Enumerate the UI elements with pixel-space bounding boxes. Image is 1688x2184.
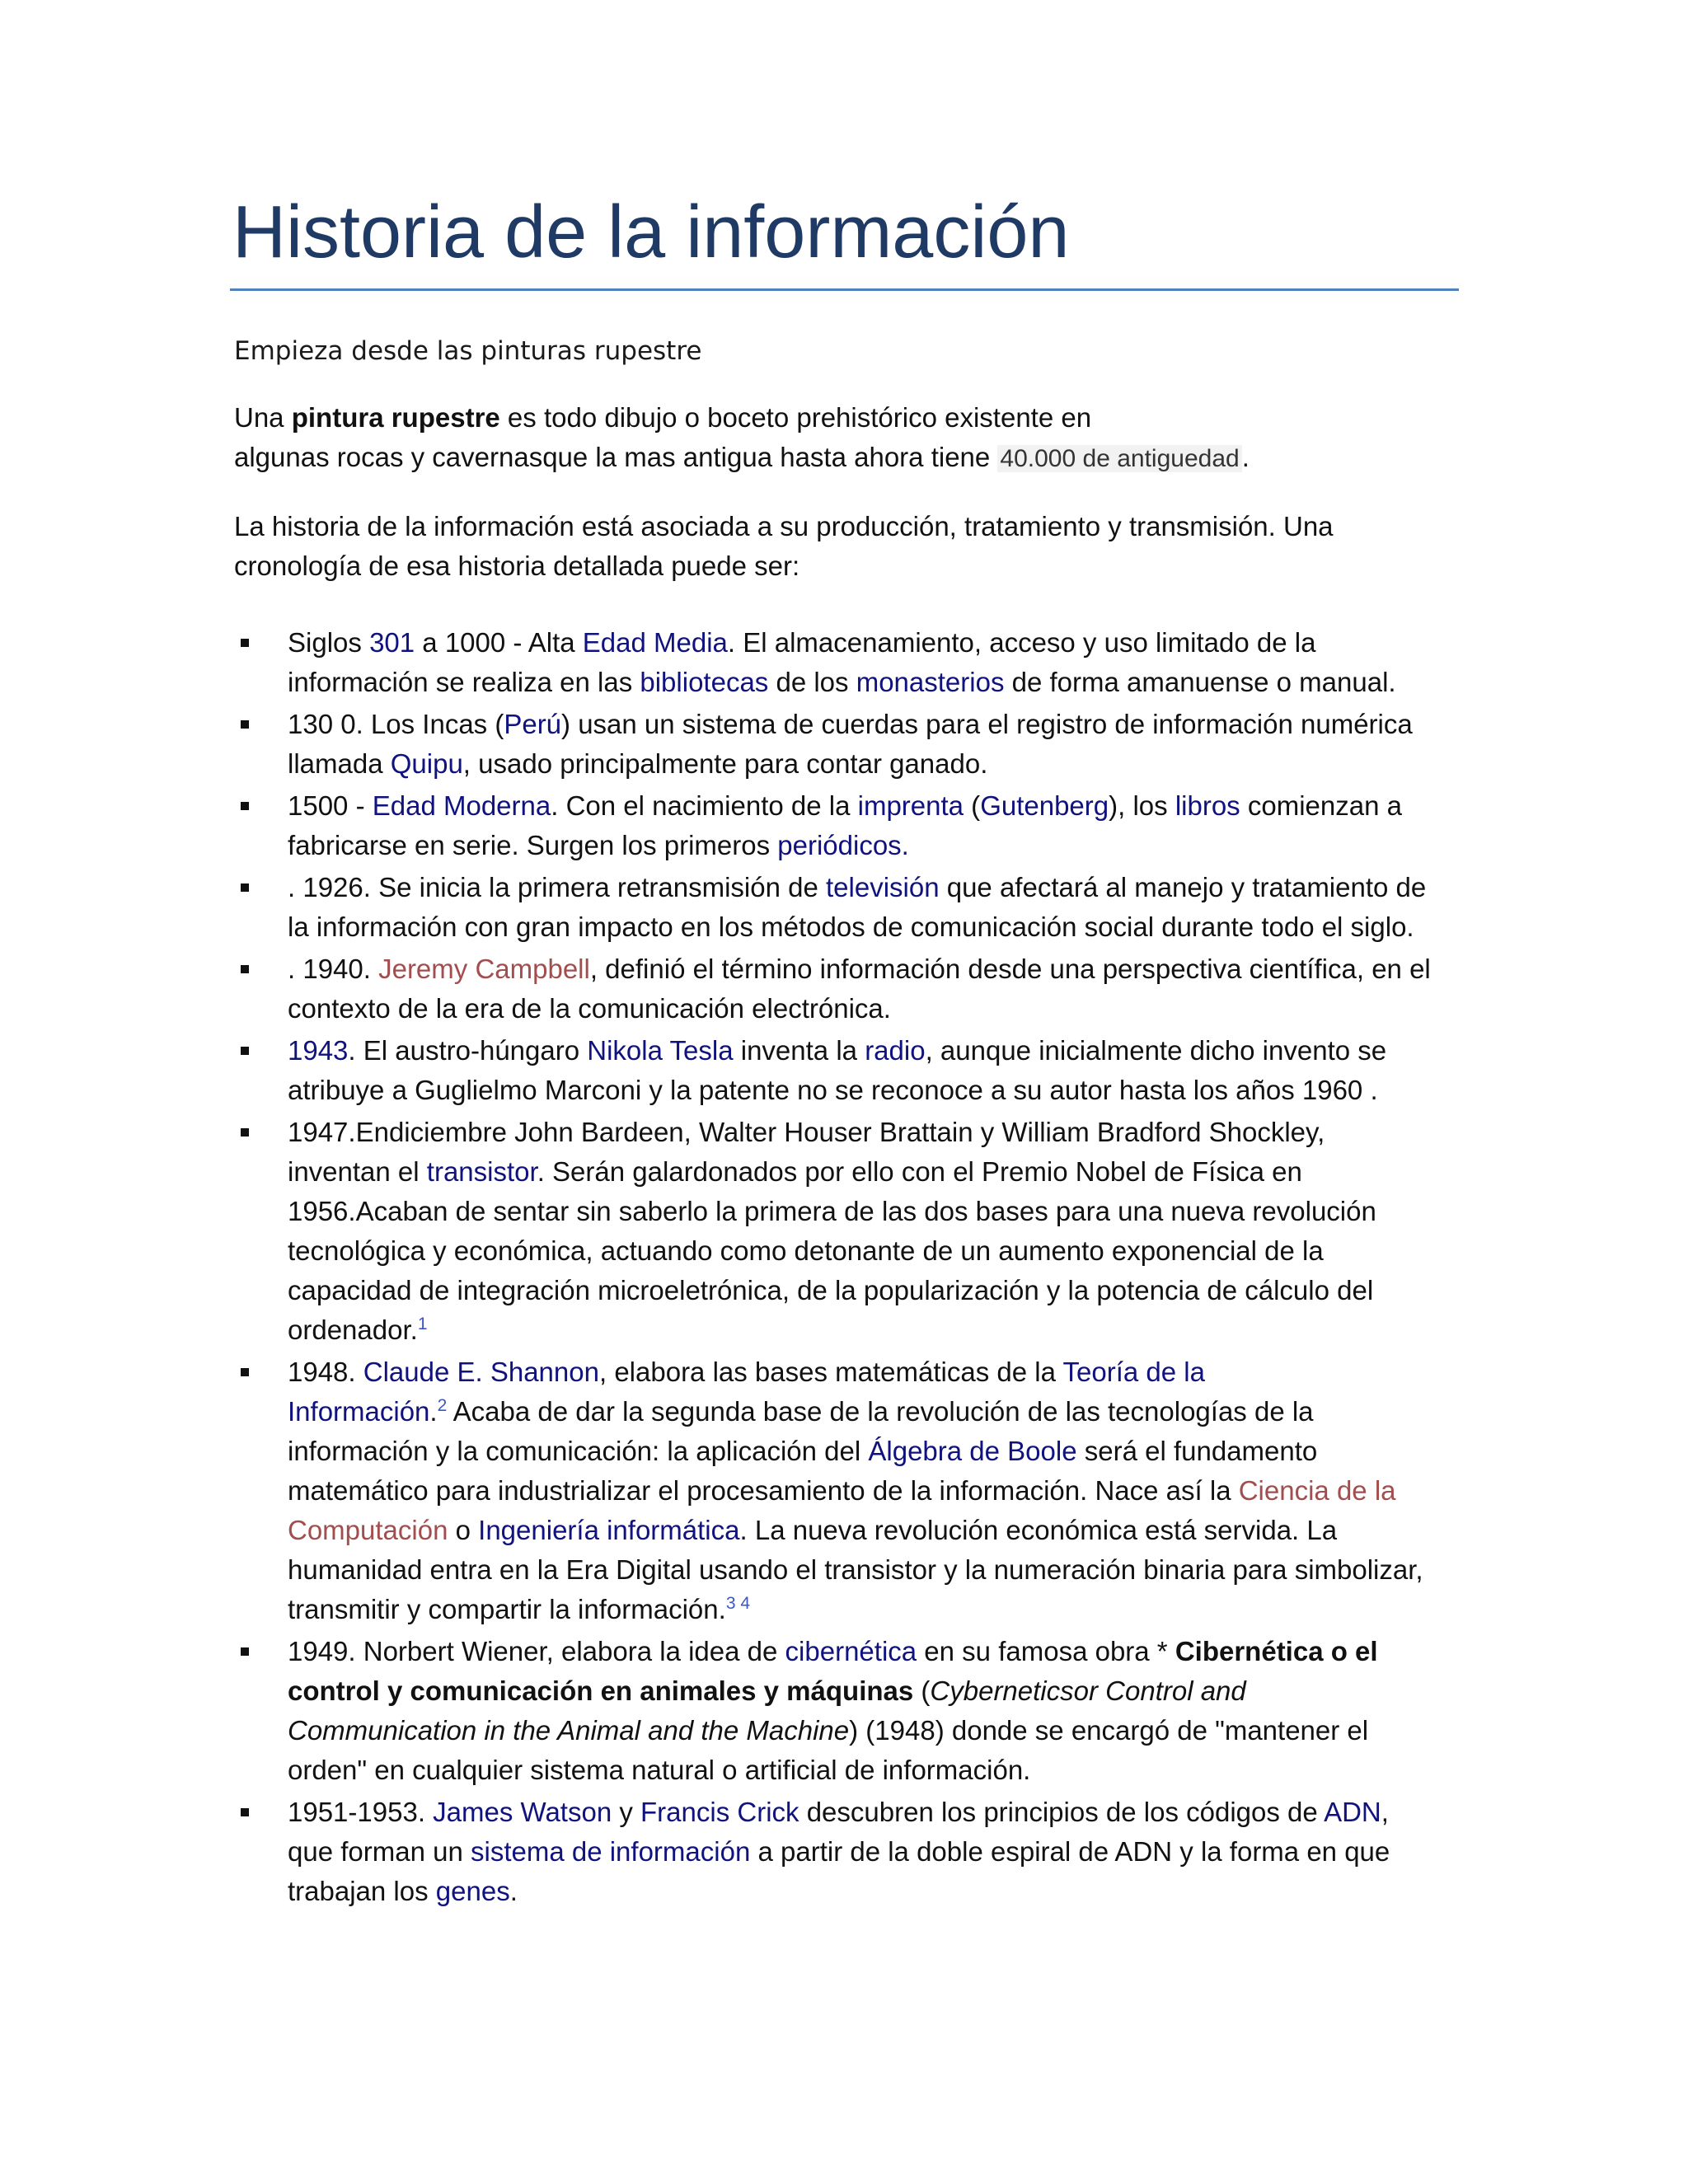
link-ciencia-computacion-cont[interactable]: Computación: [288, 1515, 448, 1545]
footnote-ref[interactable]: 3 4: [725, 1594, 751, 1613]
footnote-ref[interactable]: 2: [437, 1396, 448, 1415]
text-run: . 1940.: [288, 954, 379, 984]
text-run: . Con el nacimiento de la: [551, 790, 858, 821]
text-run: ,: [1381, 1797, 1389, 1827]
list-item: [234, 1793, 1470, 1911]
bullet-icon: [241, 639, 249, 647]
page-title: Historia de la información: [232, 191, 1070, 274]
bullet-icon: [241, 1047, 249, 1055]
text-run: descubren los principios de los códigos de: [799, 1797, 1325, 1827]
text-run: 1500 -: [288, 790, 373, 821]
item-line: [288, 1671, 1470, 1711]
bullet-icon: [241, 720, 249, 729]
text-run: información se realiza en las: [288, 667, 640, 697]
intro-line-2: [234, 438, 1470, 479]
item-line: [288, 1711, 1470, 1750]
text-run: 1949. Norbert Wiener, elabora la idea de: [288, 1636, 785, 1666]
text-run: trabajan los: [288, 1876, 436, 1906]
link-ciencia-computacion[interactable]: Ciencia de la: [1238, 1475, 1396, 1506]
text-run: a 1000 - Alta: [415, 627, 583, 658]
text-run: . El almacenamiento, acceso y uso limitado de la: [727, 627, 1316, 658]
book-title-italic: Communication in the Animal and the Machine: [288, 1715, 850, 1746]
link-libros[interactable]: libros: [1175, 790, 1240, 821]
link-edad-moderna[interactable]: Edad Moderna: [372, 790, 551, 821]
text-run: en su famosa obra *: [917, 1636, 1175, 1666]
bullet-icon: [241, 1128, 249, 1137]
link-claude-shannon[interactable]: Claude E. Shannon: [363, 1357, 599, 1387]
text-run: que afectará al manejo y tratamiento de: [939, 872, 1427, 902]
item-line: [288, 623, 1470, 663]
list-item: [234, 623, 1470, 702]
item-line: [288, 1872, 1470, 1911]
item-line: [288, 1392, 1470, 1432]
item-line: [288, 826, 1470, 865]
link-francis-crick[interactable]: Francis Crick: [640, 1797, 799, 1827]
item-line: [288, 1432, 1470, 1471]
item-line: contexto de la era de la comunicación electrónica.: [288, 993, 891, 1024]
item-line: capacidad de integración microeletrónica, de la popularización y la potencia de cálculo del: [288, 1275, 1374, 1305]
link-monasterios[interactable]: monasterios: [856, 667, 1005, 697]
footnote-ref[interactable]: 1: [417, 1315, 428, 1333]
bullet-icon: [241, 802, 249, 810]
link-301[interactable]: 301: [369, 627, 415, 658]
list-item: [234, 1632, 1470, 1790]
item-line: [288, 1511, 1470, 1550]
item-line: humanidad entra en la Era Digital usando el transistor y la numeración binaria para simbolizar,: [288, 1554, 1423, 1585]
intro-line-4: cronología de esa historia detallada puede ser:: [234, 551, 800, 581]
item-line: [288, 744, 1470, 784]
list-item: [234, 1352, 1470, 1629]
text-run: ) usan un sistema de cuerdas para el registro de información numérica: [561, 709, 1413, 739]
text-run: Acaba de dar la segunda base de la revolución de las tecnologías de la: [447, 1396, 1314, 1427]
text-run: comienzan a: [1240, 790, 1402, 821]
link-nikola-tesla[interactable]: Nikola Tesla: [587, 1035, 734, 1066]
text-run: fabricarse en serie. Surgen los primeros: [288, 830, 778, 860]
intro-paragraph-1: [234, 398, 1470, 479]
link-gutenberg[interactable]: Gutenberg: [980, 790, 1109, 821]
text-run: (: [964, 790, 981, 821]
book-title-bold: Cibernética o el: [1175, 1636, 1378, 1666]
text-run: inventan el: [288, 1156, 427, 1187]
text-run: ordenador.: [288, 1315, 418, 1345]
item-line: [288, 1832, 1470, 1872]
item-line: [288, 949, 1470, 989]
text-run: o: [448, 1515, 479, 1545]
item-line: [288, 786, 1470, 826]
text-run: es todo dibujo o boceto prehistórico existente en: [499, 402, 1092, 433]
text-run: información y la comunicación: la aplicación del: [288, 1436, 869, 1466]
item-line: atribuye a Guglielmo Marconi y la patente no se reconoce a su autor hasta los años 1960 .: [288, 1075, 1378, 1105]
timeline-list: [234, 623, 1470, 1914]
bullet-icon: [241, 883, 249, 892]
text-run: a partir de la doble espiral de ADN y la forma en que: [750, 1836, 1390, 1867]
link-teoria-informacion-cont[interactable]: Información: [288, 1396, 430, 1427]
link-bibliotecas[interactable]: bibliotecas: [640, 667, 769, 697]
item-line: [288, 1310, 1470, 1350]
book-title-italic: Cyberneticsor Control and: [930, 1675, 1246, 1706]
intro-paragraph-2: [234, 507, 1470, 586]
text-run: Siglos: [288, 627, 370, 658]
item-line: 1947.Endiciembre John Bardeen, Walter Houser Brattain y William Bradford Shockley,: [288, 1117, 1325, 1147]
text-run: de los: [768, 667, 856, 697]
text-run: inventa la: [733, 1035, 865, 1066]
link-1943[interactable]: 1943: [288, 1035, 349, 1066]
link-quipu[interactable]: Quipu: [390, 748, 463, 779]
text-run: . Serán galardonados por ello con el Premio Nobel de Física en: [537, 1156, 1302, 1187]
text-run: Una: [234, 402, 292, 433]
text-run: y: [612, 1797, 641, 1827]
link-radio[interactable]: radio: [865, 1035, 926, 1066]
text-run: .: [1241, 442, 1250, 472]
item-line: [288, 868, 1470, 907]
subtitle: Empieza desde las pinturas rupestre: [234, 336, 702, 366]
link-television[interactable]: televisión: [825, 872, 940, 902]
link-teoria-informacion[interactable]: Teoría de la: [1062, 1357, 1205, 1387]
item-line: [288, 1031, 1470, 1071]
list-item: [234, 1113, 1470, 1350]
item-line: [288, 1352, 1470, 1392]
text-run: llamada: [288, 748, 391, 779]
text-run: .: [429, 1396, 438, 1427]
list-item: [234, 705, 1470, 784]
text-run: que forman un: [288, 1836, 471, 1867]
text-run: de forma amanuense o manual.: [1004, 667, 1396, 697]
item-line: [288, 663, 1470, 702]
link-transistor[interactable]: transistor: [426, 1156, 537, 1187]
text-run: será el fundamento: [1076, 1436, 1318, 1466]
text-run: matemático para industrializar el procesamiento de la información. Nace así la: [288, 1475, 1239, 1506]
item-line: [288, 1590, 1470, 1629]
link-ingenieria-informatica[interactable]: Ingeniería informática: [478, 1515, 740, 1545]
text-run: . 1926. Se inicia la primera retransmisión de: [288, 872, 826, 902]
text-run: . El austro-húngaro: [348, 1035, 588, 1066]
text-run: transmitir y compartir la información.: [288, 1594, 726, 1624]
bullet-icon: [241, 1808, 249, 1816]
book-title-bold: control y comunicación en animales y máquinas: [288, 1675, 914, 1706]
link-algebra-boole[interactable]: Álgebra de Boole: [868, 1436, 1077, 1466]
list-item: [234, 786, 1470, 865]
link-genes[interactable]: genes: [435, 1876, 510, 1906]
link-imprenta[interactable]: imprenta: [857, 790, 964, 821]
link-cibernetica[interactable]: cibernética: [785, 1636, 917, 1666]
link-james-watson[interactable]: James Watson: [433, 1797, 612, 1827]
link-periodicos[interactable]: periódicos.: [777, 830, 909, 860]
text-run: 1951-1953.: [288, 1797, 434, 1827]
text-run: 1948.: [288, 1357, 363, 1387]
item-line: tecnológica y económica, actuando como detonante de un aumento exponencial de la: [288, 1235, 1324, 1266]
text-run: 130 0. Los Incas (: [288, 709, 504, 739]
intro-line-3: La historia de la información está asociada a su producción, tratamiento y transmisión. Una: [234, 511, 1334, 541]
item-line: la información con gran impacto en los métodos de comunicación social durante todo el siglo.: [288, 912, 1414, 942]
link-sistema-informacion[interactable]: sistema de información: [470, 1836, 751, 1867]
text-run: , usado principalmente para contar ganado.: [462, 748, 988, 779]
list-item: [234, 949, 1470, 1029]
text-run: ), los: [1109, 790, 1175, 821]
highlighted-text: 40.000 de antiguedad: [997, 445, 1241, 472]
list-item: [234, 868, 1470, 947]
item-line: 1956.Acaban de sentar sin saberlo la primera de las dos bases para una nueva revolución: [288, 1196, 1376, 1226]
text-run: algunas rocas y cavernasque la mas antigua hasta ahora tiene: [234, 442, 998, 472]
link-peru[interactable]: Perú: [504, 709, 562, 739]
list-item: [234, 1031, 1470, 1110]
item-line: [288, 1152, 1470, 1192]
intro-line-1: [234, 398, 1470, 438]
bullet-icon: [241, 1647, 249, 1656]
item-line: orden" en cualquier sistema natural o artificial de información.: [288, 1755, 1031, 1785]
text-run: , definió el término información desde una perspectiva científica, en el: [589, 954, 1431, 984]
text-run: (: [913, 1675, 931, 1706]
link-jeremy-campbell[interactable]: Jeremy Campbell: [378, 954, 590, 984]
text-run: .: [509, 1876, 518, 1906]
text-run: , elabora las bases matemáticas de la: [598, 1357, 1063, 1387]
text-run: . La nueva revolución económica está servida. La: [739, 1515, 1338, 1545]
bullet-icon: [241, 1368, 249, 1376]
item-line: [288, 1793, 1470, 1832]
item-line: [288, 1632, 1470, 1671]
title-underline: [230, 288, 1459, 291]
link-edad-media[interactable]: Edad Media: [582, 627, 728, 658]
item-line: [288, 705, 1470, 744]
item-line: [288, 1471, 1470, 1511]
text-run: ) (1948) donde se encargó de "mantener el: [849, 1715, 1369, 1746]
link-adn[interactable]: ADN: [1324, 1797, 1381, 1827]
bold-term: pintura rupestre: [291, 402, 500, 433]
bullet-icon: [241, 965, 249, 973]
text-run: , aunque inicialmente dicho invento se: [925, 1035, 1387, 1066]
